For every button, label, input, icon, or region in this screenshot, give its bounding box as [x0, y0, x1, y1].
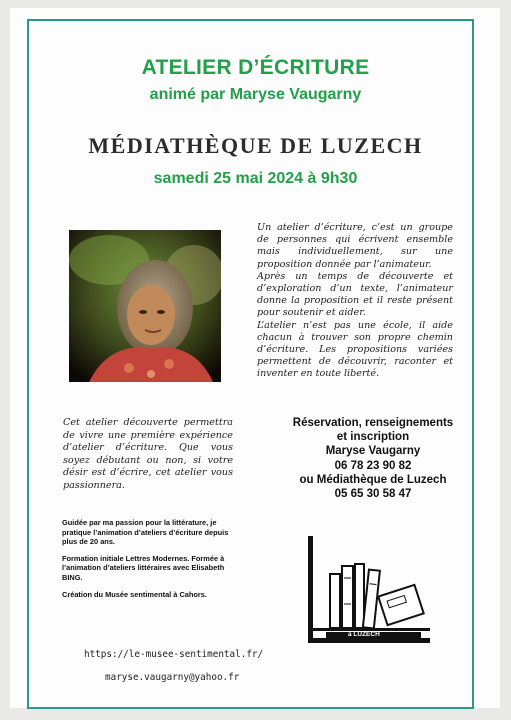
email-link[interactable]: maryse.vaugarny@yahoo.fr: [105, 672, 240, 683]
event-date: samedi 25 mai 2024 à 9h30: [153, 170, 358, 187]
contact-phone: 06 78 23 90 82: [334, 459, 412, 472]
logo-caption: à LUZECH: [348, 631, 380, 638]
description-paragraph: Un atelier d’écriture, c’est un groupe de personnes qui écrivent ensemble mais individuellement, sur une proposition donnée par l’animateur.: [257, 222, 453, 270]
bio-paragraph: Guidée par ma passion pour la littérature, je pratique l’animation d’ateliers d’écriture depuis plus de 20 ans.: [62, 518, 229, 547]
poster-title: ATELIER D’ÉCRITURE: [141, 56, 370, 79]
contact-block: [270, 416, 476, 501]
books-logo: [306, 534, 433, 646]
contact-alt: ou Médiathèque de Luzech: [299, 473, 447, 486]
bio-paragraph: Formation initiale Lettres Modernes. Formée à l’animation d’ateliers littéraires avec Elisabeth BING.: [62, 553, 225, 582]
website-link[interactable]: https://le-musee-sentimental.fr/: [84, 649, 264, 660]
contact-heading: Réservation, renseignements: [292, 417, 454, 429]
portrait-photo: [69, 230, 221, 382]
venue-name: MÉDIATHÈQUE DE LUZECH: [88, 133, 423, 158]
discovery-text: Cet atelier découverte permettra de vivre une première expérience d’atelier d’écriture. Que vous soyez débutant ou non, si votre désir est d’écrire, cet atelier vous passionnera.: [63, 417, 233, 491]
contact-name: Maryse Vaugarny: [325, 445, 421, 458]
poster-subtitle: animé par Maryse Vaugarny: [149, 86, 362, 103]
contact-phone-2: 05 65 30 58 47: [334, 488, 412, 501]
workshop-description: [257, 222, 453, 381]
description-paragraph: L’atelier n’est pas une école, il aide chacun à trouver son propre chemin d’écriture. Les propositions variées permettent de découvrir, raconter et inventer en toute liberté.: [257, 319, 453, 380]
bio-block: [62, 518, 232, 606]
contact-heading-2: et inscription: [336, 431, 410, 444]
description-paragraph: Après un temps de découverte et d’exploration d’un texte, l’animateur donne la proposition et il reste présent pour soutenir et aider.: [257, 270, 453, 319]
bio-paragraph: Création du Musée sentimental à Cahors.: [62, 589, 207, 599]
